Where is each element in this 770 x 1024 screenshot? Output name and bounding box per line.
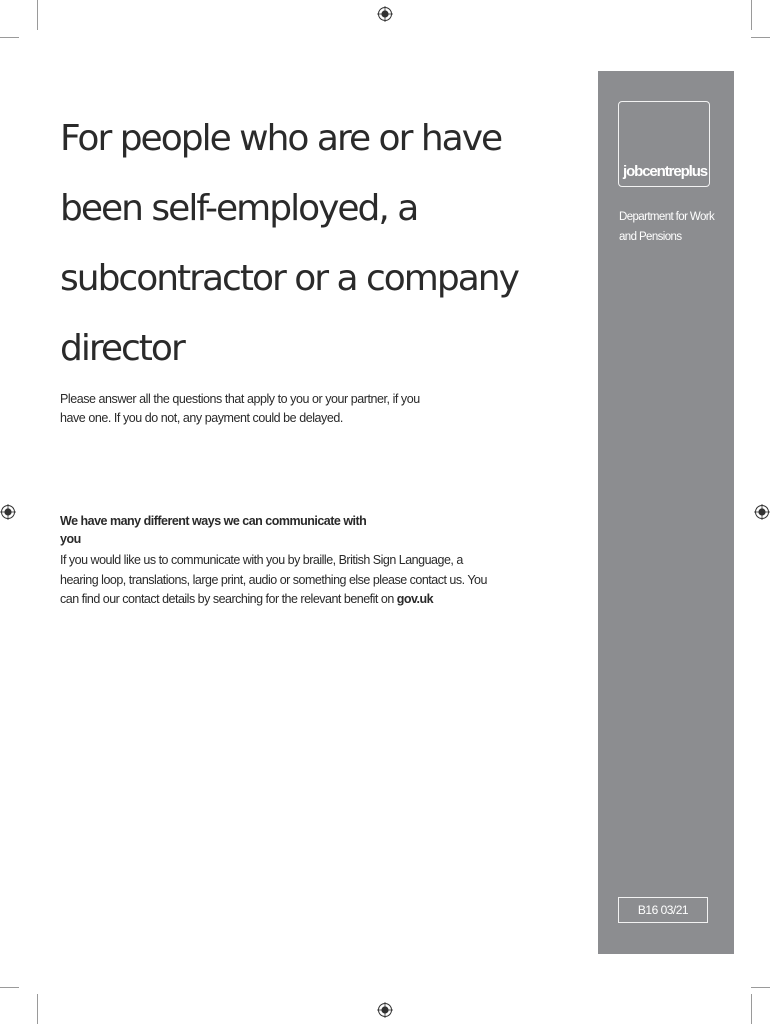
gov-uk-link[interactable]: gov.uk xyxy=(396,592,434,606)
crop-mark-bottom-left-h xyxy=(0,987,19,988)
jobcentreplus-logo xyxy=(618,101,710,187)
crop-mark-top-left-h xyxy=(0,37,19,38)
registration-mark-icon-right xyxy=(754,504,770,520)
intro-paragraph: Please answer all the questions that apply to you or your partner, if you have one. If you do not, any payment could be delayed. xyxy=(60,392,420,425)
side-panel xyxy=(598,71,734,954)
communication-body-text: If you would like us to communicate with you by braille, British Sign Language, a hearing loop, translations, large print, audio or something else please contact us. You can find our contact details by searching for the relevant benefit on xyxy=(60,553,487,606)
crop-mark-bottom-right-v xyxy=(751,994,752,1024)
crop-mark-top-right-h xyxy=(751,37,770,38)
registration-mark-icon-left xyxy=(0,504,16,520)
crop-mark-top-left-v xyxy=(37,0,38,30)
crop-mark-bottom-left-v xyxy=(37,994,38,1024)
page-title: For people who are or have been self-employed, a subcontractor or a company director xyxy=(60,118,518,369)
registration-mark-icon-bottom xyxy=(377,1002,393,1018)
crop-mark-bottom-right-h xyxy=(751,987,770,988)
communication-heading: We have many different ways we can communicate with you xyxy=(60,514,367,546)
communication-body xyxy=(60,551,500,610)
crop-mark-top-right-v xyxy=(751,0,752,30)
form-code-badge: B16 03/21 xyxy=(618,897,708,923)
registration-mark-icon-top xyxy=(377,6,393,22)
department-name: Department for Work and Pensions xyxy=(619,211,715,243)
logo-text: jobcentreplus xyxy=(623,163,708,180)
